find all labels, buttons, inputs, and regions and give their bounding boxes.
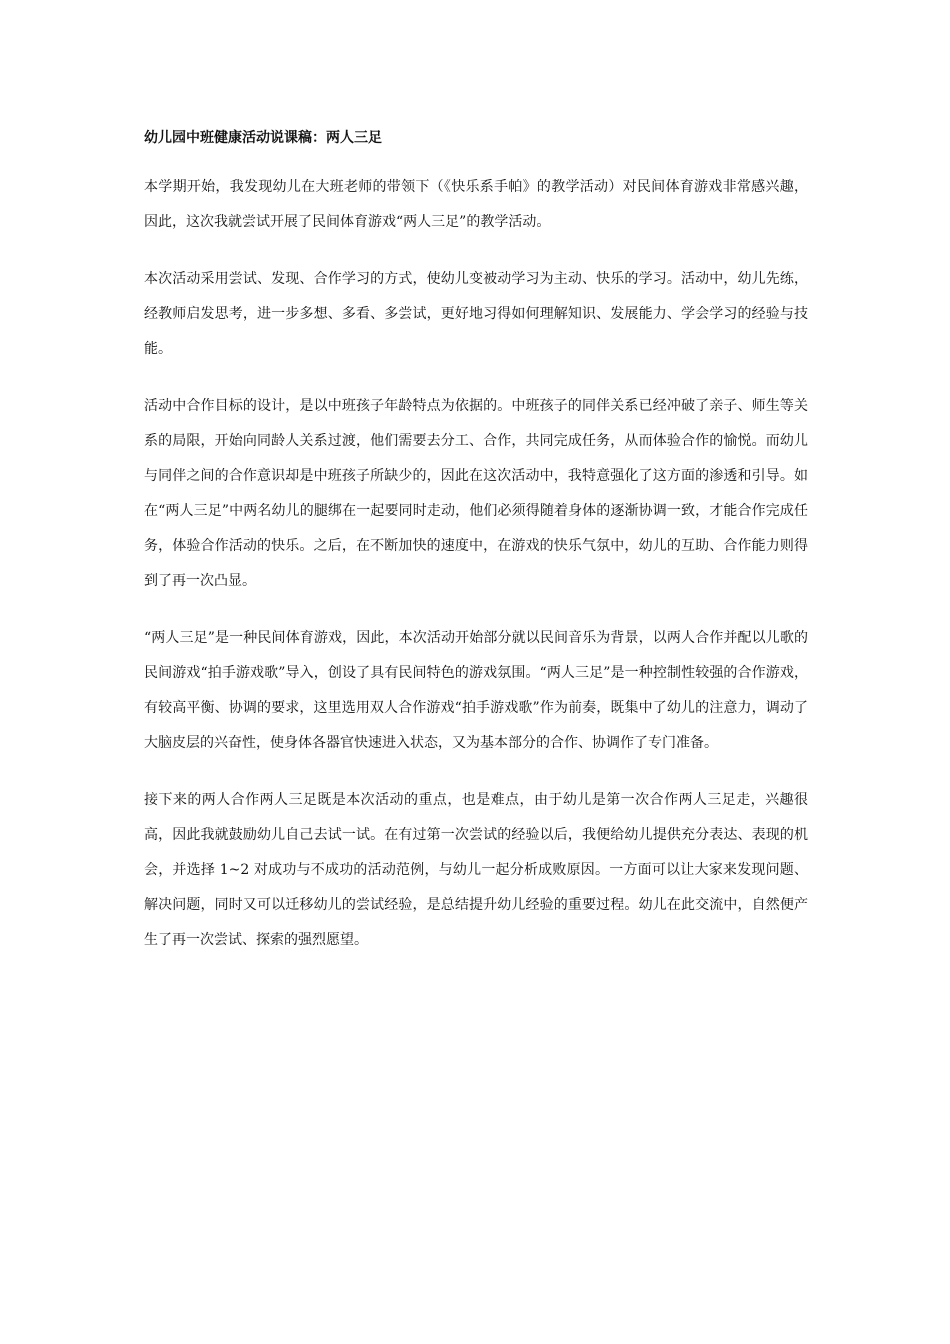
document-title: 幼儿园中班健康活动说课稿：两人三足 xyxy=(144,130,382,146)
document-body xyxy=(144,128,808,980)
paragraph-method: 本次活动采用尝试、发现、合作学习的方式，使幼儿变被动学习为主动、快乐的学习。活动中，幼儿先练，经教师启发思考，进一步多想、多看、多尝试，更好地习得如何理解知识、发展能力、学会学习的经验与技能。 xyxy=(144,271,808,357)
paragraph-warmup: “两人三足”是一种民间体育游戏，因此，本次活动开始部分就以民间音乐为背景，以两人合作并配以儿歌的民间游戏“拍手游戏歌”导入，创设了具有民间特色的游戏氛围。“两人三足”是一种控制性较强的合作游戏，有较高平衡、协调的要求，这里选用双人合作游戏“拍手游戏歌”作为前奏，既集中了幼儿的注意力，调动了大脑皮层的兴奋性，使身体各器官快速进入状态，又为基本部分的合作、协调作了专门准备。 xyxy=(144,630,808,751)
paragraph-goal-design: 活动中合作目标的设计，是以中班孩子年龄特点为依据的。中班孩子的同伴关系已经冲破了亲子、师生等关系的局限，开始向同龄人关系过渡，他们需要去分工、合作，共同完成任务，从而体验合作的愉悦。而幼儿与同伴之间的合作意识却是中班孩子所缺少的，因此在这次活动中，我特意强化了这方面的渗透和引导。如在“两人三足”中两名幼儿的腿绑在一起要同时走动，他们必须得随着身体的逐渐协调一致，才能合作完成任务，体验合作活动的快乐。之后，在不断加快的速度中，在游戏的快乐气氛中，幼儿的互助、合作能力则得到了再一次凸显。 xyxy=(144,398,808,589)
paragraph-key-activity: 接下来的两人合作两人三足既是本次活动的重点，也是难点，由于幼儿是第一次合作两人三足走，兴趣很高，因此我就鼓励幼儿自己去试一试。在有过第一次尝试的经验以后，我便给幼儿提供充分表达、表现的机会，并选择 1~2 对成功与不成功的活动范例，与幼儿一起分析成败原因。一方面可以让大家来发现问题、解决问题，同时又可以迁移幼儿的尝试经验，是总结提升幼儿经验的重要过程。幼儿在此交流中，自然便产生了再一次尝试、探索的强烈愿望。 xyxy=(144,792,808,948)
paragraph-intro: 本学期开始，我发现幼儿在大班老师的带领下（《快乐系手帕》的教学活动）对民间体育游戏非常感兴趣，因此，这次我就尝试开展了民间体育游戏“两人三足”的教学活动。 xyxy=(144,179,808,230)
